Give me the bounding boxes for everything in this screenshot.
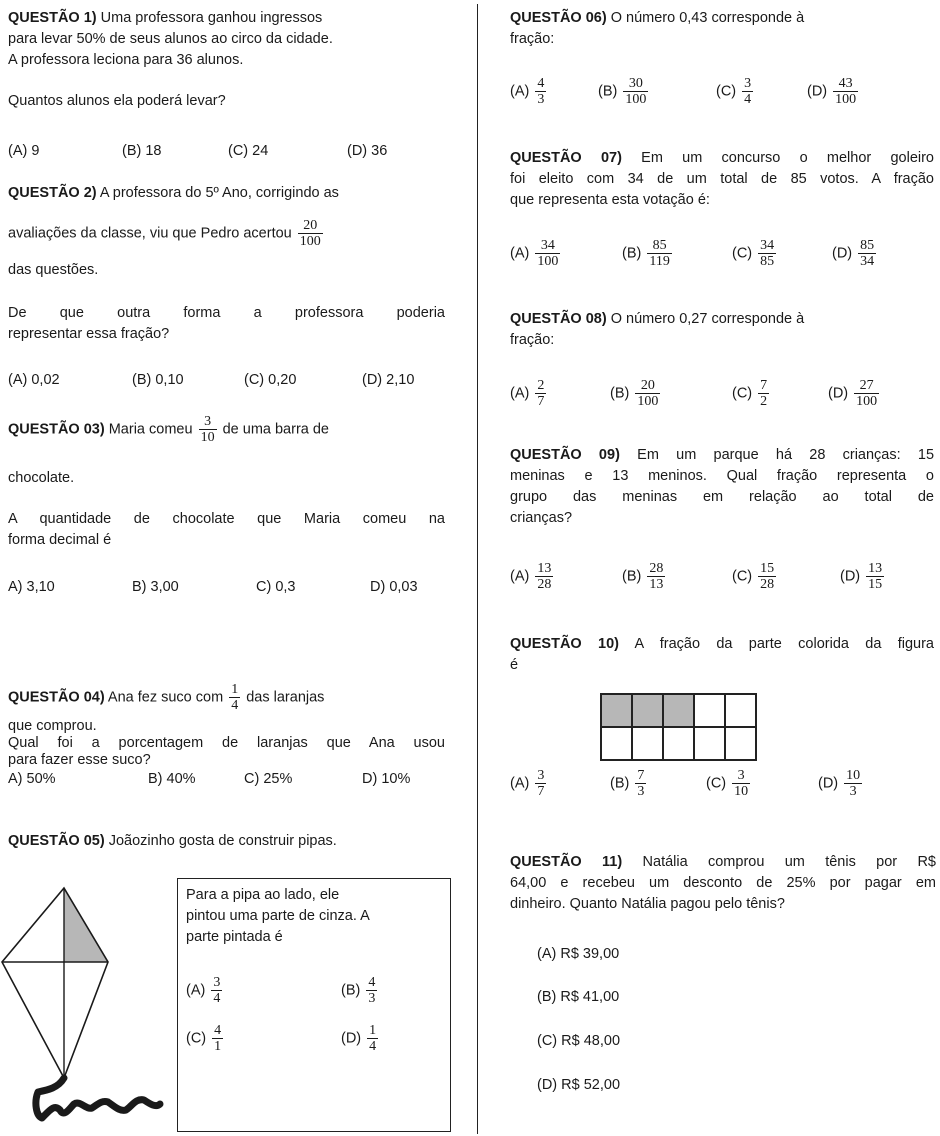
q1-option-d: (D) 36 xyxy=(347,143,388,159)
q6-b-letter: (B) xyxy=(598,83,618,100)
q2-frac-num: 20 xyxy=(298,218,323,234)
q3-option-b: B) 3,00 xyxy=(132,579,179,595)
q10-option-a xyxy=(510,768,548,799)
grid-cell xyxy=(601,727,632,760)
q10-label: QUESTÃO 10) xyxy=(510,636,619,652)
q3-label: QUESTÃO 03) xyxy=(8,421,105,438)
q8-text-1: O número 0,27 corresponde à xyxy=(610,311,805,327)
q6-b-den: 100 xyxy=(625,92,647,107)
grid-cell xyxy=(725,694,756,727)
question-11 xyxy=(510,852,936,915)
q2-question-1: De que outra forma a professora poderia xyxy=(8,305,445,321)
q8-c-letter: (C) xyxy=(732,385,753,402)
question-9 xyxy=(510,445,934,529)
q5-box-text-1: Para a pipa ao lado, ele xyxy=(186,887,340,903)
q6-c-den: 4 xyxy=(744,92,752,107)
q2-text-1: A professora do 5º Ano, corrigindo as xyxy=(99,185,339,201)
q9-c-num: 15 xyxy=(760,561,775,576)
q3-line-1 xyxy=(8,414,329,445)
q4-line-1 xyxy=(8,682,324,713)
q1-option-b: (B) 18 xyxy=(122,143,162,159)
q3-frac-num: 3 xyxy=(199,414,217,430)
q5-a-num: 3 xyxy=(213,975,221,990)
q6-option-d xyxy=(807,76,860,107)
q5-option-a-frac xyxy=(211,975,222,1006)
q10-a-den: 7 xyxy=(537,784,545,799)
q4-option-c: C) 25% xyxy=(244,771,293,787)
q8-b-den: 100 xyxy=(637,394,659,409)
q2-line-2 xyxy=(8,218,325,249)
q9-text-2: meninas e 13 meninos. Qual fração representa o xyxy=(510,468,934,484)
q4-label: QUESTÃO 04) xyxy=(8,689,105,706)
fraction-grid-figure xyxy=(600,693,757,761)
q5-c-num: 4 xyxy=(214,1023,222,1038)
q10-d-num: 10 xyxy=(846,768,861,783)
q7-c-letter: (C) xyxy=(732,245,753,262)
q11-option-a: (A) R$ 39,00 xyxy=(537,946,620,962)
q7-b-num: 85 xyxy=(647,238,671,254)
q9-text-3: grupo das meninas em relação ao total de xyxy=(510,489,934,505)
q7-b-den: 119 xyxy=(649,254,670,269)
q10-b-num: 7 xyxy=(637,768,645,783)
q6-d-den: 100 xyxy=(835,92,857,107)
q6-c-letter: (C) xyxy=(716,83,737,100)
q10-c-frac xyxy=(732,768,750,799)
q4-frac-den: 4 xyxy=(231,698,239,713)
q7-text-2: foi eleito com 34 de um total de 85 votos. A fração xyxy=(510,171,934,187)
q9-d-den: 15 xyxy=(868,577,883,592)
q5-option-a xyxy=(186,975,224,1006)
q7-c-den: 85 xyxy=(760,254,775,269)
q4-body xyxy=(8,718,445,769)
q7-option-d xyxy=(832,238,878,269)
q8-text-2: fração: xyxy=(510,332,555,348)
q4-text-2: das laranjas xyxy=(246,689,325,706)
q2-option-c: (C) 0,20 xyxy=(244,372,297,388)
q5-option-c-frac xyxy=(212,1023,223,1054)
q5-option-d-letter: (D) xyxy=(341,1030,362,1047)
q3-question-1: A quantidade de chocolate que Maria comeu na xyxy=(8,511,445,527)
q8-d-frac xyxy=(854,378,879,409)
q10-option-d xyxy=(818,768,864,799)
grid-row xyxy=(601,694,756,727)
q9-option-b xyxy=(622,561,667,592)
q6-a-den: 3 xyxy=(537,92,545,107)
kite-tail xyxy=(36,1078,160,1118)
q10-text-1: A fração da parte colorida da figura xyxy=(634,636,934,652)
q11-text-3: dinheiro. Quanto Natália pagou pelo tênis? xyxy=(510,896,785,912)
question-7 xyxy=(510,148,934,211)
q9-b-frac xyxy=(647,561,665,592)
q5-c-den: 1 xyxy=(214,1039,222,1054)
q2-option-d: (D) 2,10 xyxy=(362,372,415,388)
q6-a-num: 4 xyxy=(537,76,545,91)
q10-option-b xyxy=(610,768,648,799)
q6-d-frac xyxy=(833,76,858,107)
q3-text-3: chocolate. xyxy=(8,470,75,486)
q5-box-text-2: pintou uma parte de cinza. A xyxy=(186,908,370,924)
q9-d-letter: (D) xyxy=(840,568,861,585)
q4-question-2: para fazer esse suco? xyxy=(8,752,151,768)
column-divider xyxy=(477,4,478,1134)
q8-option-d xyxy=(828,378,881,409)
q8-a-den: 7 xyxy=(537,394,545,409)
q9-text-4: crianças? xyxy=(510,510,573,526)
q5-option-b xyxy=(341,975,379,1006)
grid-cell xyxy=(663,727,694,760)
q5-option-d-frac xyxy=(367,1023,378,1054)
grid-cell xyxy=(694,727,725,760)
q6-option-c xyxy=(716,76,755,107)
q7-d-frac xyxy=(858,238,876,269)
q10-text-2: é xyxy=(510,657,519,673)
q3-option-c: C) 0,3 xyxy=(256,579,296,595)
q10-b-frac xyxy=(635,768,646,799)
q11-label: QUESTÃO 11) xyxy=(510,854,623,870)
q9-c-frac xyxy=(758,561,776,592)
grid-cell xyxy=(694,694,725,727)
q10-a-frac xyxy=(535,768,546,799)
q8-c-den: 2 xyxy=(760,394,768,409)
question-10 xyxy=(510,634,934,676)
q9-b-letter: (B) xyxy=(622,568,642,585)
q4-text-3: que comprou. xyxy=(8,718,97,734)
q8-label: QUESTÃO 08) xyxy=(510,311,607,327)
q8-d-letter: (D) xyxy=(828,385,849,402)
question-6 xyxy=(510,8,804,50)
q5-option-c-letter: (C) xyxy=(186,1030,207,1047)
q8-b-frac xyxy=(635,378,660,409)
q4-text-1: Ana fez suco com xyxy=(107,689,224,706)
q6-d-letter: (D) xyxy=(807,83,828,100)
q10-d-frac xyxy=(844,768,862,799)
q9-a-num: 13 xyxy=(537,561,552,576)
grid-cell xyxy=(632,727,663,760)
q7-b-letter: (B) xyxy=(622,245,642,262)
q3-option-d: D) 0,03 xyxy=(370,579,418,595)
q8-b-num: 20 xyxy=(635,378,660,394)
question-8 xyxy=(510,309,804,351)
q5-answer-box xyxy=(177,878,451,1132)
q5-line-1 xyxy=(8,833,337,849)
q4-option-d: D) 10% xyxy=(362,771,411,787)
q6-c-num: 3 xyxy=(744,76,752,91)
q9-option-a xyxy=(510,561,555,592)
q10-b-den: 3 xyxy=(637,784,645,799)
q6-c-frac xyxy=(742,76,753,107)
q7-c-frac xyxy=(758,238,776,269)
q5-label: QUESTÃO 05) xyxy=(8,833,105,849)
q11-text-1: Natália comprou um tênis por R$ xyxy=(642,854,936,870)
q2-label: QUESTÃO 2) xyxy=(8,185,97,201)
q7-option-c xyxy=(732,238,778,269)
q8-option-a xyxy=(510,378,548,409)
grid-cell-shaded xyxy=(601,694,632,727)
q7-b-frac xyxy=(647,238,671,269)
q8-c-num: 7 xyxy=(760,378,768,393)
q5-d-den: 4 xyxy=(369,1039,377,1054)
q7-text-3: que representa esta votação é: xyxy=(510,192,710,208)
q10-c-num: 3 xyxy=(732,768,750,784)
q8-option-b xyxy=(610,378,662,409)
q5-option-b-frac xyxy=(366,975,377,1006)
q10-d-letter: (D) xyxy=(818,775,839,792)
q2-frac-den: 100 xyxy=(299,234,321,249)
q1-label: QUESTÃO 1) xyxy=(8,10,97,26)
q2-question-2: representar essa fração? xyxy=(8,326,170,342)
q3-text-2: de uma barra de xyxy=(222,421,329,438)
q9-a-letter: (A) xyxy=(510,568,530,585)
q3-option-a: A) 3,10 xyxy=(8,579,55,595)
q8-a-letter: (A) xyxy=(510,385,530,402)
q9-d-frac xyxy=(866,561,884,592)
q10-a-letter: (A) xyxy=(510,775,530,792)
q6-b-frac xyxy=(623,76,648,107)
q7-d-num: 85 xyxy=(860,238,875,253)
grid-cell-shaded xyxy=(663,694,694,727)
q7-a-letter: (A) xyxy=(510,245,530,262)
q5-option-d xyxy=(341,1023,380,1054)
grid-cell xyxy=(725,727,756,760)
q11-option-b: (B) R$ 41,00 xyxy=(537,989,620,1005)
q10-d-den: 3 xyxy=(849,784,857,799)
q5-option-b-letter: (B) xyxy=(341,982,361,999)
q3-frac-den: 10 xyxy=(200,430,215,445)
q4-question-1: Qual foi a porcentagem de laranjas que Ana usou xyxy=(8,735,445,751)
question-1 xyxy=(8,8,468,71)
q9-b-den: 13 xyxy=(649,577,664,592)
q11-text-2: 64,00 e recebeu um desconto de 25% por pagar em xyxy=(510,875,936,891)
q9-b-num: 28 xyxy=(649,561,664,576)
q7-a-num: 34 xyxy=(535,238,560,254)
q6-a-frac xyxy=(535,76,546,107)
q2-option-a: (A) 0,02 xyxy=(8,372,60,388)
q8-c-frac xyxy=(758,378,769,409)
q7-a-den: 100 xyxy=(537,254,559,269)
q8-option-c xyxy=(732,378,771,409)
q10-a-num: 3 xyxy=(537,768,545,783)
q8-d-den: 100 xyxy=(856,394,878,409)
q9-label: QUESTÃO 09) xyxy=(510,447,620,463)
q5-option-a-letter: (A) xyxy=(186,982,206,999)
q7-option-b xyxy=(622,238,674,269)
q10-option-c xyxy=(706,768,752,799)
q7-d-den: 34 xyxy=(860,254,875,269)
q3-question-2: forma decimal é xyxy=(8,532,112,548)
q9-a-frac xyxy=(535,561,553,592)
q7-a-frac xyxy=(535,238,560,269)
q5-box-text-3: parte pintada é xyxy=(186,929,283,945)
q11-option-d: (D) R$ 52,00 xyxy=(537,1077,621,1093)
q1-text: Uma professora ganhou ingressos xyxy=(100,10,323,26)
q9-option-d xyxy=(840,561,886,592)
q1-text-2: para levar 50% de seus alunos ao circo da cidade. xyxy=(8,31,333,47)
q7-text-1: Em um concurso o melhor goleiro xyxy=(641,150,935,166)
q5-b-den: 3 xyxy=(368,991,376,1006)
kite-outline xyxy=(2,888,108,1078)
q8-a-frac xyxy=(535,378,546,409)
q6-d-num: 43 xyxy=(833,76,858,92)
q4-option-a: A) 50% xyxy=(8,771,56,787)
q6-label: QUESTÃO 06) xyxy=(510,10,607,26)
q6-a-letter: (A) xyxy=(510,83,530,100)
q5-d-num: 1 xyxy=(369,1023,377,1038)
q1-question: Quantos alunos ela poderá levar? xyxy=(8,93,226,109)
q2-fraction xyxy=(298,218,323,249)
q8-d-num: 27 xyxy=(854,378,879,394)
grid-row xyxy=(601,727,756,760)
q7-label: QUESTÃO 07) xyxy=(510,150,622,166)
q9-d-num: 13 xyxy=(868,561,883,576)
q2-text-2: avaliações da classe, viu que Pedro acertou xyxy=(8,225,292,242)
q3-question xyxy=(8,509,445,551)
q1-option-c: (C) 24 xyxy=(228,143,269,159)
q10-b-letter: (B) xyxy=(610,775,630,792)
q7-c-num: 34 xyxy=(760,238,775,253)
q8-a-num: 2 xyxy=(537,378,545,393)
q6-text-2: fração: xyxy=(510,31,555,47)
q2-line-1 xyxy=(8,185,339,201)
q8-b-letter: (B) xyxy=(610,385,630,402)
q10-c-letter: (C) xyxy=(706,775,727,792)
kite-figure xyxy=(0,878,170,1128)
q9-text-1: Em um parque há 28 crianças: 15 xyxy=(637,447,935,463)
q3-text-1: Maria comeu xyxy=(108,421,193,438)
q4-frac-num: 1 xyxy=(231,682,239,697)
q5-text-1: Joãozinho gosta de construir pipas. xyxy=(108,833,337,849)
q5-a-den: 4 xyxy=(213,991,221,1006)
q11-option-c: (C) R$ 48,00 xyxy=(537,1033,621,1049)
q7-option-a xyxy=(510,238,562,269)
q4-fraction xyxy=(229,682,240,713)
q10-c-den: 10 xyxy=(734,784,749,799)
q2-question xyxy=(8,303,445,345)
q9-c-den: 28 xyxy=(760,577,775,592)
q6-text-1: O número 0,43 corresponde à xyxy=(610,10,805,26)
q9-c-letter: (C) xyxy=(732,568,753,585)
q5-option-c xyxy=(186,1023,225,1054)
q1-text-3: A professora leciona para 36 alunos. xyxy=(8,52,244,68)
q9-option-c xyxy=(732,561,778,592)
q3-fraction xyxy=(199,414,217,445)
q2-text-3: das questões. xyxy=(8,262,99,278)
q9-a-den: 28 xyxy=(537,577,552,592)
q4-option-b: B) 40% xyxy=(148,771,196,787)
q5-b-num: 4 xyxy=(368,975,376,990)
grid-cell-shaded xyxy=(632,694,663,727)
q1-option-a: (A) 9 xyxy=(8,143,40,159)
q2-option-b: (B) 0,10 xyxy=(132,372,184,388)
q7-d-letter: (D) xyxy=(832,245,853,262)
q6-option-a xyxy=(510,76,548,107)
q6-option-b xyxy=(598,76,650,107)
q6-b-num: 30 xyxy=(623,76,648,92)
